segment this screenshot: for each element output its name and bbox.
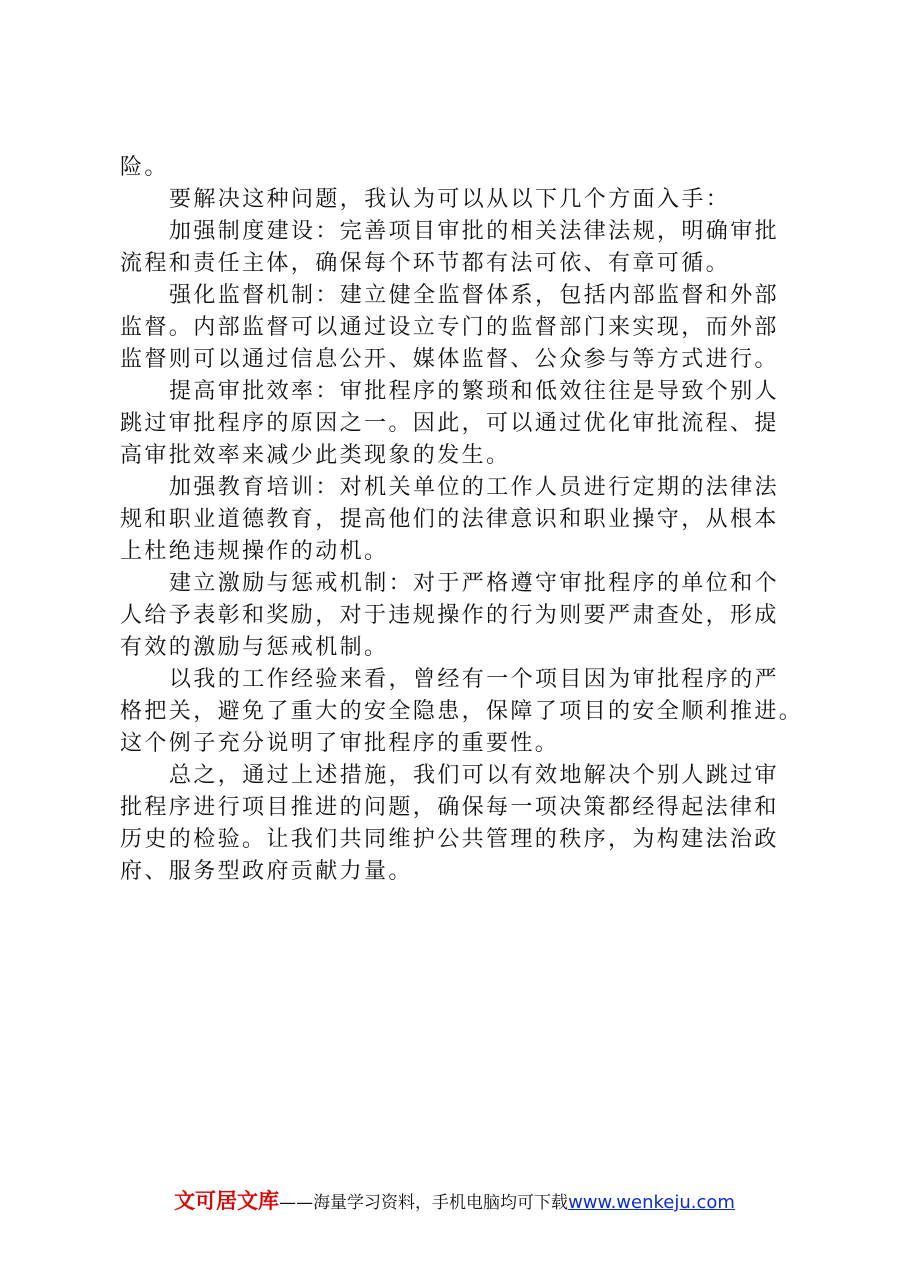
text-line: 高审批效率来减少此类现象的发生。 [120, 443, 511, 468]
footer-brand: 文可居文库 [174, 1189, 280, 1213]
text-line: 上杜绝违规操作的动机。 [120, 539, 389, 564]
text-line: 要解决这种问题，我认为可以从以下几个方面入手： [169, 187, 731, 212]
text-line: 强化监督机制：建立健全监督体系，包括内部监督和外部 [169, 283, 780, 308]
footer-website-link[interactable]: www.wenkeju.com [568, 1192, 735, 1213]
text-line: 建立激励与惩戒机制：对于严格遵守审批程序的单位和个 [169, 571, 780, 596]
text-line: 流程和责任主体，确保每个环节都有法可依、有章可循。 [120, 251, 731, 276]
text-line: 人给予表彰和奖励，对于违规操作的行为则要严肃查处，形成 [120, 603, 779, 628]
text-line: 总之，通过上述措施，我们可以有效地解决个别人跳过审 [169, 763, 780, 788]
text-line: 监督。内部监督可以通过设立专门的监督部门来实现，而外部 [120, 315, 779, 340]
text-line: 有效的激励与惩戒机制。 [120, 635, 389, 660]
footer-tagline: ——海量学习资料，手机电脑均可下载 [279, 1193, 569, 1213]
text-line: 规和职业道德教育，提高他们的法律意识和职业操守，从根本 [120, 507, 779, 532]
footer-banner [0, 1185, 909, 1215]
text-line: 以我的工作经验来看，曾经有一个项目因为审批程序的严 [169, 667, 780, 692]
text-line: 监督则可以通过信息公开、媒体监督、公众参与等方式进行。 [120, 347, 779, 372]
text-line: 跳过审批程序的原因之一。因此，可以通过优化审批流程、提 [120, 411, 779, 436]
text-line: 格把关，避免了重大的安全隐患，保障了项目的安全顺利推进。 [120, 699, 804, 724]
text-line: 历史的检验。让我们共同维护公共管理的秩序，为构建法治政 [120, 827, 779, 852]
text-line: 加强教育培训：对机关单位的工作人员进行定期的法律法 [169, 475, 780, 500]
text-line: 这个例子充分说明了审批程序的重要性。 [120, 731, 560, 756]
text-line: 加强制度建设：完善项目审批的相关法律法规，明确审批 [169, 219, 780, 244]
text-line: 批程序进行项目推进的问题，确保每一项决策都经得起法律和 [120, 795, 779, 820]
text-line: 府、服务型政府贡献力量。 [120, 859, 413, 884]
text-line: 险。 [120, 155, 169, 180]
document-body [120, 152, 810, 888]
text-line: 提高审批效率：审批程序的繁琐和低效往往是导致个别人 [169, 379, 780, 404]
